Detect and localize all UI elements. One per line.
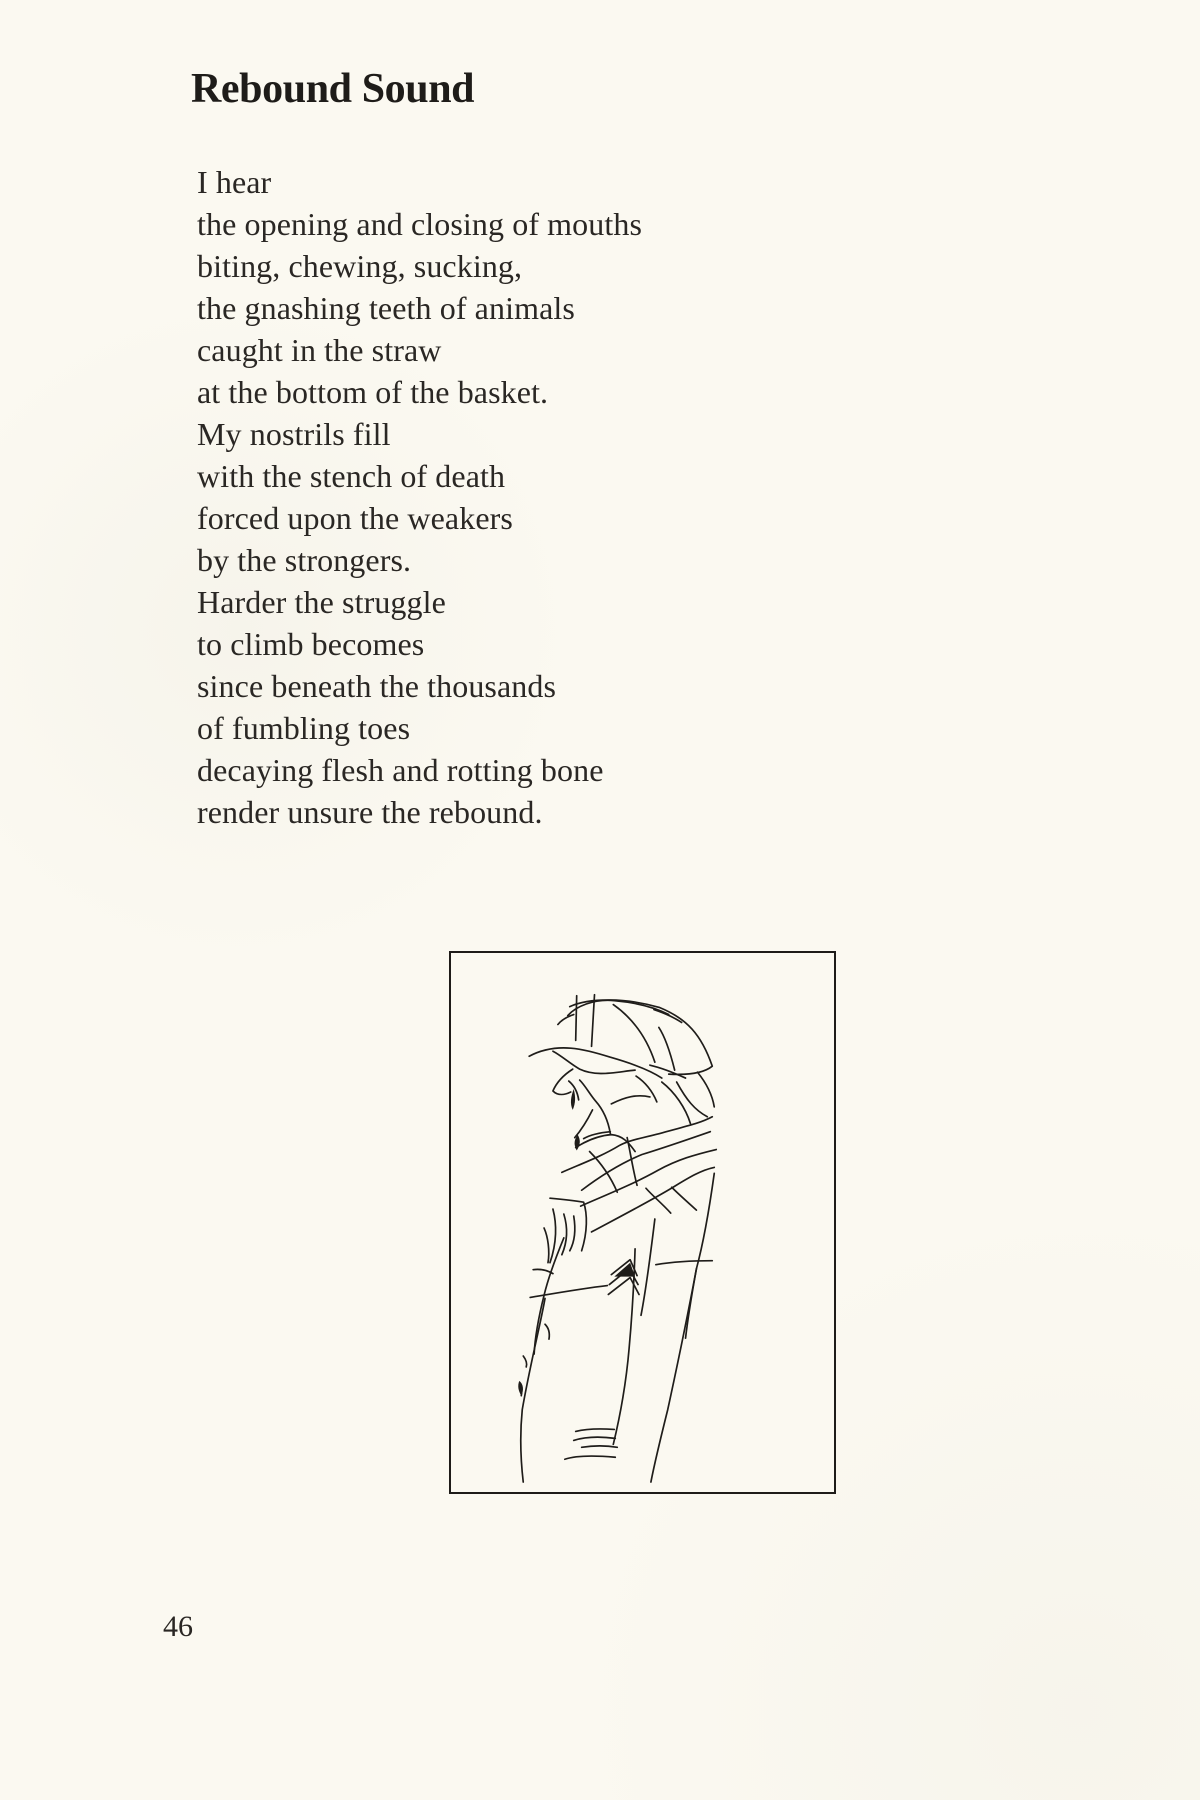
poem-line: My nostrils fill [197,416,391,452]
illustration-frame [449,951,836,1494]
poem-line: render unsure the rebound. [197,794,543,830]
poem-body [197,161,642,833]
poem-line: by the strongers. [197,542,412,578]
poem-line: with the stench of death [197,458,506,494]
poem-line: biting, chewing, sucking, [197,248,523,284]
poem-line: caught in the straw [197,332,442,368]
poem-title: Rebound Sound [191,66,475,112]
poem-line: forced upon the weakers [197,500,513,536]
poem-line: at the bottom of the basket. [197,374,549,410]
poem-line: since beneath the thousands [197,668,557,704]
poem-line: of fumbling toes [197,710,411,746]
page-number: 46 [163,1610,193,1643]
poem-line: to climb becomes [197,626,425,662]
ink-sketch-figure-icon [451,953,834,1492]
poem-line: decaying flesh and rotting bone [197,752,604,788]
poem-line: I hear [197,164,272,200]
poem-line: the gnashing teeth of animals [197,290,575,326]
poem-line: Harder the struggle [197,584,446,620]
poem-line: the opening and closing of mouths [197,206,643,242]
